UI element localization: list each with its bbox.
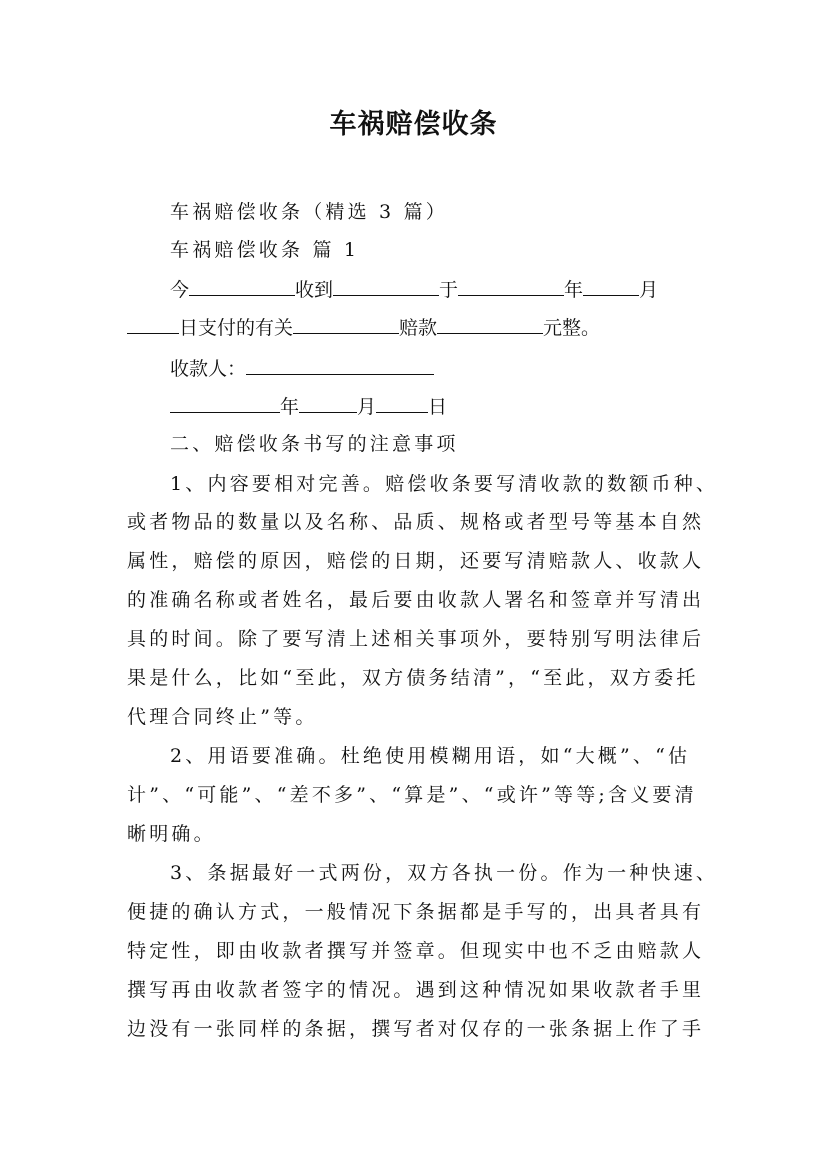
body-line: 属性，赔偿的原因，赔偿的日期，还要写清赔款人、收款人 (127, 550, 705, 572)
blank-line (189, 277, 295, 296)
date-year-label: 年 (280, 396, 300, 418)
blank-line (246, 356, 434, 375)
blank-line (170, 394, 280, 413)
body-line: 边没有一张同样的条据，撰写者对仅存的一张条据上作了手 (127, 1018, 705, 1040)
payee-label: 收款人： (170, 358, 247, 380)
blank-line (458, 277, 564, 296)
body-line: 3、条据最好一式两份，双方各执一份。作为一种快速、 (170, 862, 719, 884)
body-line: 代理合同终止”等。 (127, 706, 318, 728)
body-line: 晰明确。 (127, 823, 216, 845)
receipt-row-2 (127, 315, 600, 340)
blank-line (437, 315, 543, 334)
blank-line (127, 315, 179, 334)
blank-line (299, 394, 357, 413)
receipt-row-1 (170, 277, 658, 302)
body-line: 便捷的确认方式，一般情况下条据都是手写的，出具者具有 (127, 901, 705, 923)
blank-line (333, 277, 439, 296)
body-line: 2、用语要准确。杜绝使用模糊用语，如“大概”、“估 (170, 745, 691, 767)
body-line: 撰写再由收款者签字的情况。遇到这种情况如果收款者手里 (127, 979, 705, 1001)
blank-line (293, 315, 399, 334)
notes-heading: 二、赔偿收条书写的注意事项 (170, 433, 459, 455)
receipt-text: 年 (564, 279, 584, 301)
blank-line (583, 277, 639, 296)
document-title: 车祸赔偿收条 (329, 109, 498, 140)
receipt-text: 月 (639, 279, 659, 301)
receipt-text: 今 (170, 279, 190, 301)
receipt-text: 收到 (295, 279, 334, 301)
date-day-label: 日 (428, 396, 448, 418)
body-line: 果是什么，比如“至此，双方债务结清”，“至此，双方委托 (127, 667, 699, 689)
subtitle: 车祸赔偿收条（精选 3 篇） (170, 201, 448, 223)
date-row (170, 394, 447, 419)
section-heading: 车祸赔偿收条 篇 1 (170, 239, 360, 261)
date-month-label: 月 (357, 396, 377, 418)
receipt-text: 赔款 (399, 317, 438, 339)
receipt-text: 日支付的有关 (179, 317, 294, 339)
body-line: 具的时间。除了要写清上述相关事项外，要特别写明法律后 (127, 628, 705, 650)
body-line: 1、内容要相对完善。赔偿收条要写清收款的数额币种、 (170, 473, 719, 495)
receipt-text: 于 (439, 279, 459, 301)
body-line: 计”、“可能”、“差不多”、“算是”、“或许”等等;含义要清 (127, 784, 697, 806)
body-line: 特定性，即由收款者撰写并签章。但现实中也不乏由赔款人 (127, 940, 705, 962)
body-line: 或者物品的数量以及名称、品质、规格或者型号等基本自然 (127, 511, 705, 533)
blank-line (376, 394, 428, 413)
receipt-text: 元整。 (543, 317, 601, 339)
payee-row (170, 356, 434, 381)
body-line: 的准确名称或者姓名，最后要由收款人署名和签章并写清出 (127, 589, 705, 611)
